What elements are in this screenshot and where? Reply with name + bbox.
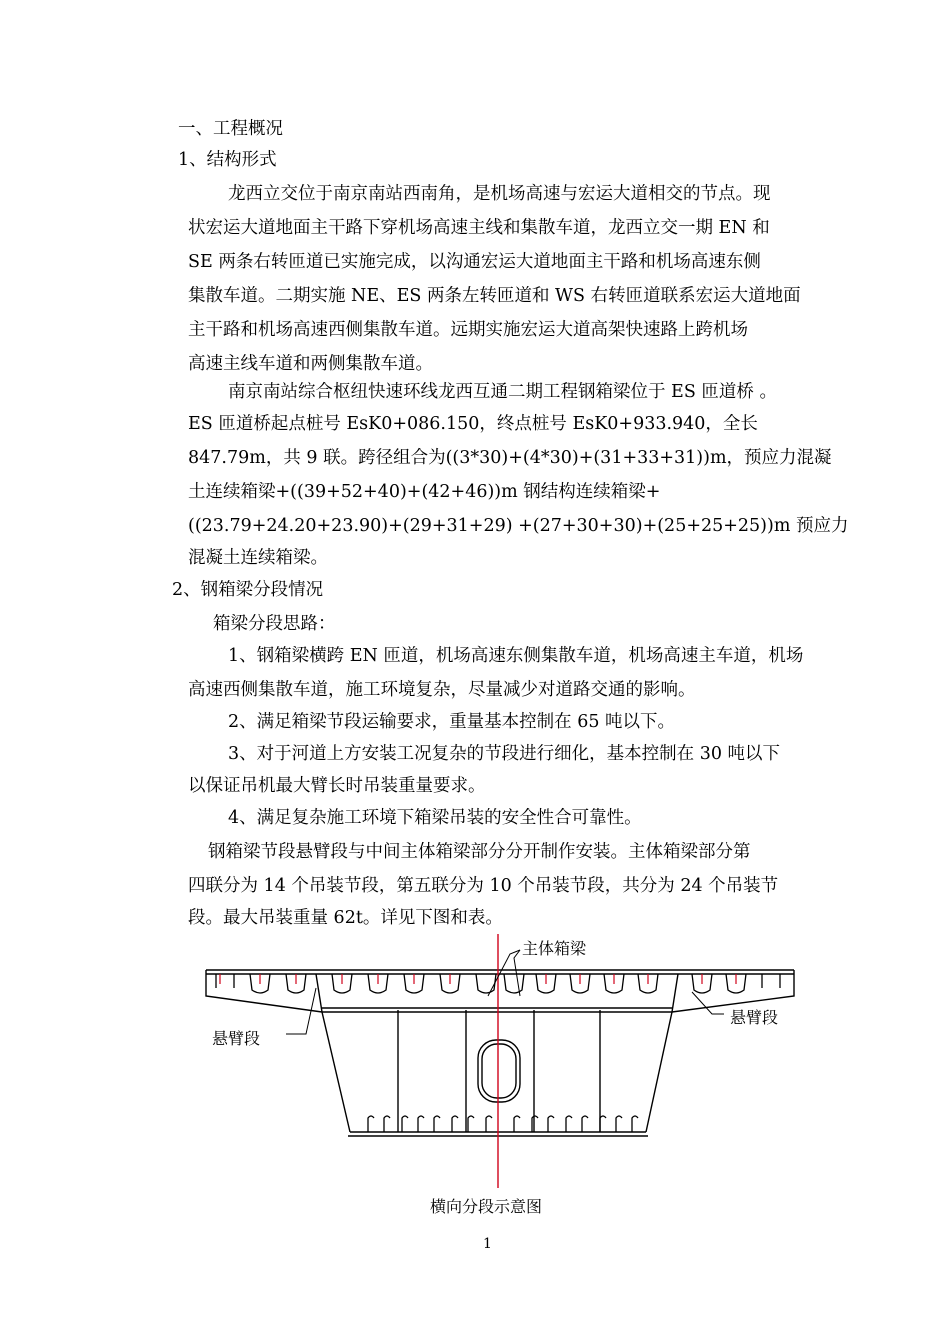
paragraph-1-line: SE 两条右转匝道已实施完成，以沟通宏运大道地面主干路和机场高速东侧 — [188, 252, 761, 272]
paragraph-2-line: 南京南站综合枢纽快速环线龙西互通二期工程钢箱梁位于 ES 匝道桥 。 — [228, 382, 777, 402]
paragraph-2-line: ES 匝道桥起点桩号 EsK0+086.150，终点桩号 EsK0+933.940，全长 — [188, 414, 758, 434]
list-item: 2、满足箱梁节段运输要求，重量基本控制在 65 吨以下。 — [228, 712, 676, 732]
paragraph-1-line: 状宏运大道地面主干路下穿机场高速主线和集散车道，龙西立交一期 EN 和 — [188, 218, 770, 238]
label-main-box-girder: 主体箱梁 — [522, 939, 587, 958]
paragraph-2-line: ((23.79+24.20+23.90)+(29+31+29) +(27+30+30)+(25+25+25))m 预应力 — [188, 516, 849, 536]
subsection-heading-structure: 1、结构形式 — [178, 150, 277, 170]
paragraph-2-line: 混凝土连续箱梁。 — [188, 548, 328, 568]
paragraph-2-line: 847.79m，共 9 联。跨径组合为((3*30)+(4*30)+(31+33+31))m，预应力混凝 — [188, 448, 832, 468]
list-item: 高速西侧集散车道，施工环境复杂，尽量减少对道路交通的影响。 — [188, 680, 696, 700]
red-stiffener-marks — [220, 974, 736, 984]
paragraph-1-line: 集散车道。二期实施 NE、ES 两条左转匝道和 WS 右转匝道联系宏运大道地面 — [188, 286, 801, 306]
subsection-heading-segmentation: 2、钢箱梁分段情况 — [172, 580, 324, 600]
paragraph-2-line: 土连续箱梁+((39+52+40)+(42+46))m 钢结构连续箱梁+ — [188, 482, 661, 502]
label-cantilever-left: 悬臂段 — [212, 1029, 261, 1048]
page-number: 1 — [483, 1236, 492, 1252]
list-item: 1、钢箱梁横跨 EN 匝道，机场高速东侧集散车道，机场高速主车道，机场 — [228, 646, 804, 666]
cross-section-diagram — [190, 930, 810, 1190]
figure-caption: 横向分段示意图 — [430, 1197, 543, 1216]
idea-title: 箱梁分段思路： — [213, 614, 336, 634]
list-item: 3、对于河道上方安装工况复杂的节段进行细化，基本控制在 30 吨以下 — [228, 744, 781, 764]
paragraph-1-line: 主干路和机场高速西侧集散车道。远期实施宏运大道高架快速路上跨机场 — [188, 320, 748, 340]
paragraph-3-line: 段。最大吊装重量 62t。详见下图和表。 — [188, 908, 503, 928]
label-cantilever-right: 悬臂段 — [730, 1008, 779, 1027]
paragraph-3-line: 四联分为 14 个吊装节段，第五联分为 10 个吊装节段，共分为 24 个吊装节 — [188, 876, 779, 896]
leader-lines — [286, 950, 724, 1034]
top-deck — [206, 970, 794, 1136]
bottom-stiffeners — [368, 1116, 638, 1132]
paragraph-3-line: 钢箱梁节段悬臂段与中间主体箱梁部分分开制作安装。主体箱梁部分第 — [208, 842, 751, 862]
list-item: 以保证吊机最大臂长时吊装重量要求。 — [188, 776, 486, 796]
list-item: 4、满足复杂施工环境下箱梁吊装的安全性合可靠性。 — [228, 808, 642, 828]
paragraph-1-line: 高速主线车道和两侧集散车道。 — [188, 354, 433, 374]
paragraph-1-line: 龙西立交位于南京南站西南角，是机场高速与宏运大道相交的节点。现 — [228, 184, 771, 204]
section-heading-1: 一、工程概况 — [178, 119, 283, 139]
